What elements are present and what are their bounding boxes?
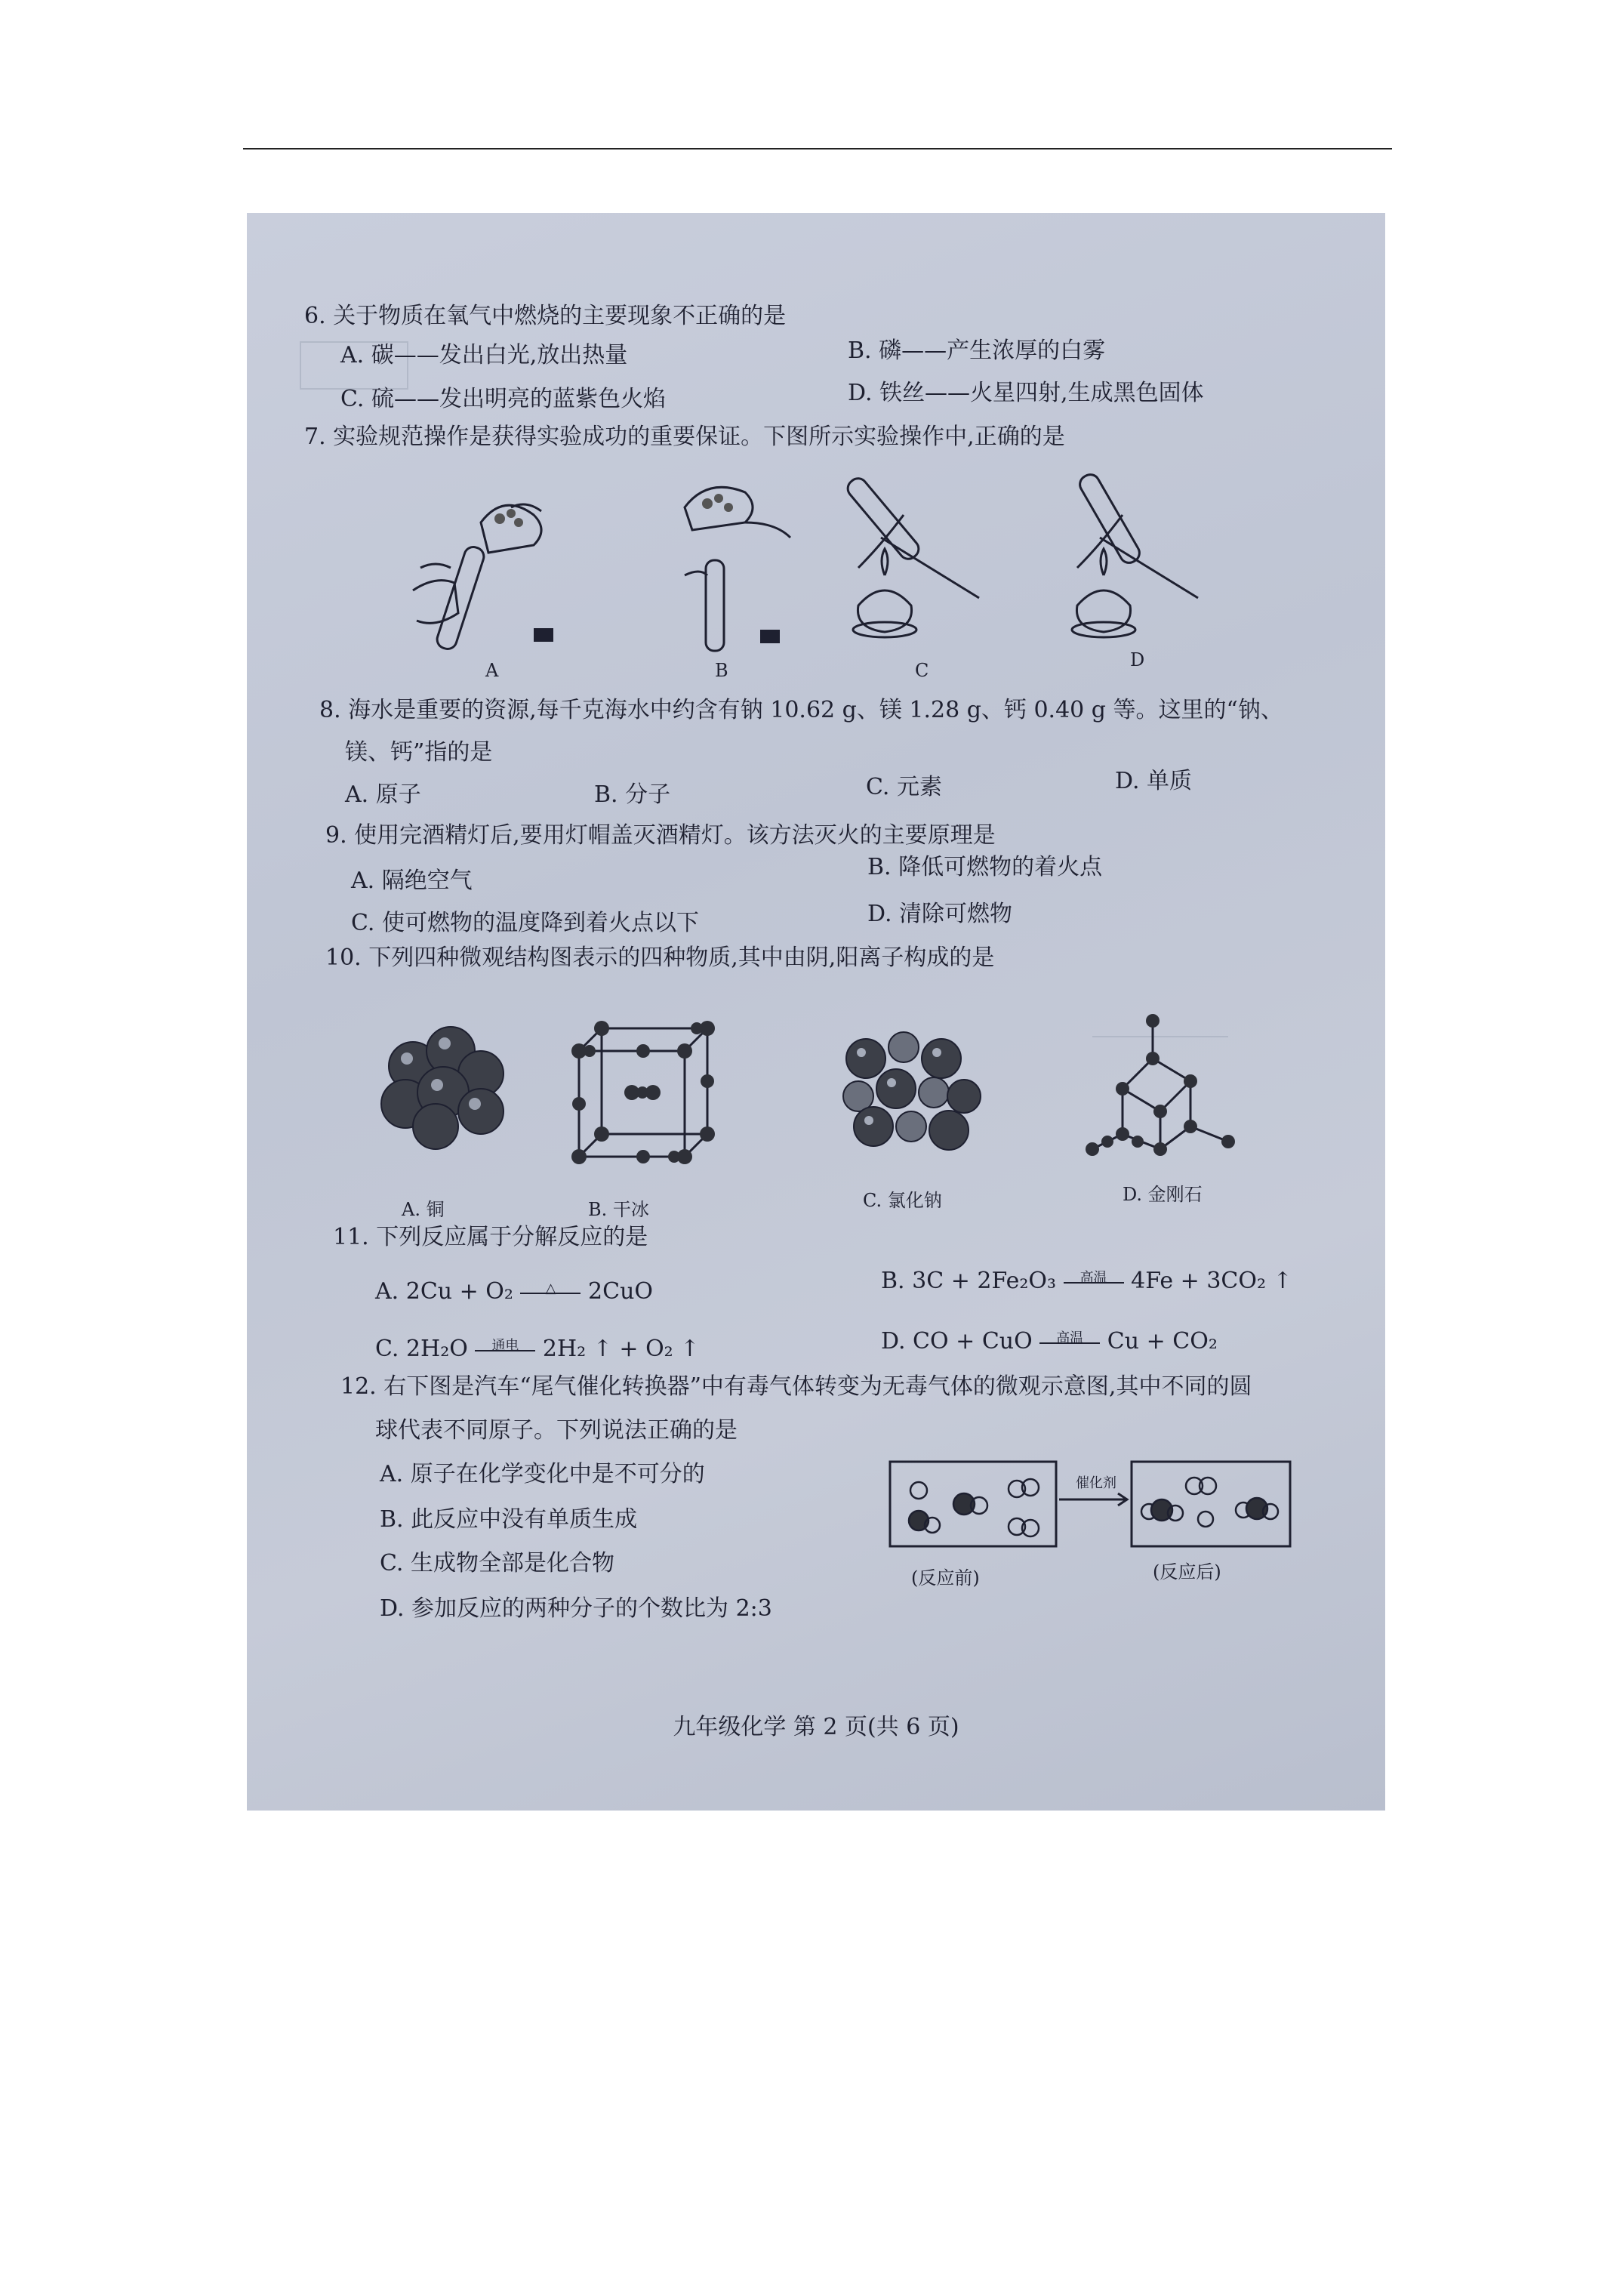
- q10-structure-sodium-chloride: [828, 1013, 987, 1164]
- q6-option-d: D. 铁丝——火星四射,生成黑色固体: [848, 380, 1204, 406]
- q10-option-d: D. 金刚石: [1123, 1184, 1203, 1205]
- q11-c-condition: 通电: [491, 1338, 519, 1354]
- q7-figure-b: [639, 470, 821, 658]
- q7-label-d: D: [1130, 649, 1145, 670]
- q7-figure-c: [828, 462, 1017, 658]
- q12-after-label: (反应后): [1153, 1561, 1221, 1583]
- q9-option-a: A. 隔绝空气: [351, 868, 473, 894]
- q8-option-a: A. 原子: [345, 781, 421, 808]
- q10-stem: 10. 下列四种微观结构图表示的四种物质,其中由阴,阳离子构成的是: [325, 945, 995, 971]
- q11-c-products: 2H₂ ↑ + O₂ ↑: [542, 1336, 700, 1362]
- q7-stem: 7. 实验规范操作是获得实验成功的重要保证。下图所示实验操作中,正确的是: [304, 424, 1065, 450]
- q12-before-label: (反应前): [911, 1567, 980, 1589]
- q12-option-d: D. 参加反应的两种分子的个数比为 2:3: [380, 1595, 772, 1622]
- q6-option-b: B. 磷——产生浓厚的白雾: [848, 337, 1106, 364]
- q7-label-a: A: [485, 660, 499, 681]
- q8-option-b: B. 分子: [594, 781, 671, 808]
- q6-option-c: C. 硫——发出明亮的蓝紫色火焰: [340, 386, 666, 412]
- q7-label-b: B: [715, 660, 728, 681]
- q11-b-reactants: B. 3C + 2Fe₂O₃: [881, 1268, 1057, 1294]
- q11-a-reactants: A. 2Cu + O₂: [375, 1278, 513, 1305]
- q12-option-b: B. 此反应中没有单质生成: [380, 1506, 638, 1533]
- page-footer: 九年级化学 第 2 页(共 6 页): [673, 1714, 959, 1740]
- q9-stem: 9. 使用完酒精灯后,要用灯帽盖灭酒精灯。该方法灭火的主要原理是: [325, 822, 996, 849]
- q6-option-a: A. 碳——发出白光,放出热量: [340, 342, 628, 368]
- q8-stem-line2: 镁、钙”指的是: [345, 739, 493, 766]
- q8-stem-line1: 8. 海水是重要的资源,每千克海水中约含有钠 10.62 g、镁 1.28 g、钙 0.40 g 等。这里的“钠、: [319, 697, 1283, 723]
- q7-figure-a: [398, 477, 579, 658]
- q10-option-a: A. 铜: [402, 1199, 445, 1220]
- q7-figure-d: [1047, 462, 1236, 658]
- header-rule: [243, 148, 1392, 149]
- q11-b-products: 4Fe + 3CO₂ ↑: [1131, 1268, 1292, 1294]
- q11-b-arrow: [1064, 1270, 1124, 1286]
- q8-option-c: C. 元素: [866, 774, 942, 800]
- q11-option-a: [375, 1277, 653, 1306]
- q11-d-arrow: [1039, 1330, 1100, 1346]
- exam-page-photo: [247, 213, 1385, 1811]
- q10-structure-dry-ice: [556, 1013, 722, 1179]
- q9-option-b: B. 降低可燃物的着火点: [867, 854, 1103, 880]
- q11-b-condition: 高温: [1079, 1270, 1107, 1286]
- q11-a-products: 2CuO: [588, 1278, 653, 1305]
- q9-option-c: C. 使可燃物的温度降到着火点以下: [351, 910, 699, 936]
- q7-label-c: C: [915, 660, 929, 681]
- q9-option-d: D. 清除可燃物: [867, 901, 1013, 927]
- q11-d-products: Cu + CO₂: [1107, 1328, 1218, 1354]
- q11-a-arrow: [520, 1281, 581, 1296]
- q11-d-reactants: D. CO + CuO: [881, 1328, 1033, 1354]
- q12-option-a: A. 原子在化学变化中是不可分的: [380, 1461, 705, 1487]
- q11-stem: 11. 下列反应属于分解反应的是: [333, 1224, 648, 1250]
- q11-c-arrow: [475, 1338, 535, 1354]
- q12-catalyst-label: 催化剂: [1076, 1475, 1116, 1491]
- q10-option-b: B. 干冰: [588, 1199, 649, 1220]
- q10-structure-copper: [368, 1013, 519, 1157]
- q11-option-c: [375, 1335, 699, 1364]
- q11-option-b: [881, 1267, 1292, 1296]
- q10-structure-diamond: [1077, 1006, 1251, 1172]
- q12-stem-line2: 球代表不同原子。下列说法正确的是: [375, 1417, 738, 1444]
- q6-stem: 6. 关于物质在氧气中燃烧的主要现象不正确的是: [304, 303, 787, 329]
- q10-option-c: C. 氯化钠: [863, 1190, 942, 1211]
- q12-stem-line1: 12. 右下图是汽车“尾气催化转换器”中有毒气体转变为无毒气体的微观示意图,其中不同的圆: [340, 1373, 1252, 1400]
- q11-c-reactants: C. 2H₂O: [375, 1336, 468, 1362]
- q11-d-condition: 高温: [1056, 1330, 1084, 1346]
- q11-option-d: [881, 1327, 1218, 1356]
- q11-a-condition: △: [545, 1281, 556, 1296]
- q8-option-d: D. 单质: [1115, 768, 1193, 794]
- q12-option-c: C. 生成物全部是化合物: [380, 1550, 614, 1576]
